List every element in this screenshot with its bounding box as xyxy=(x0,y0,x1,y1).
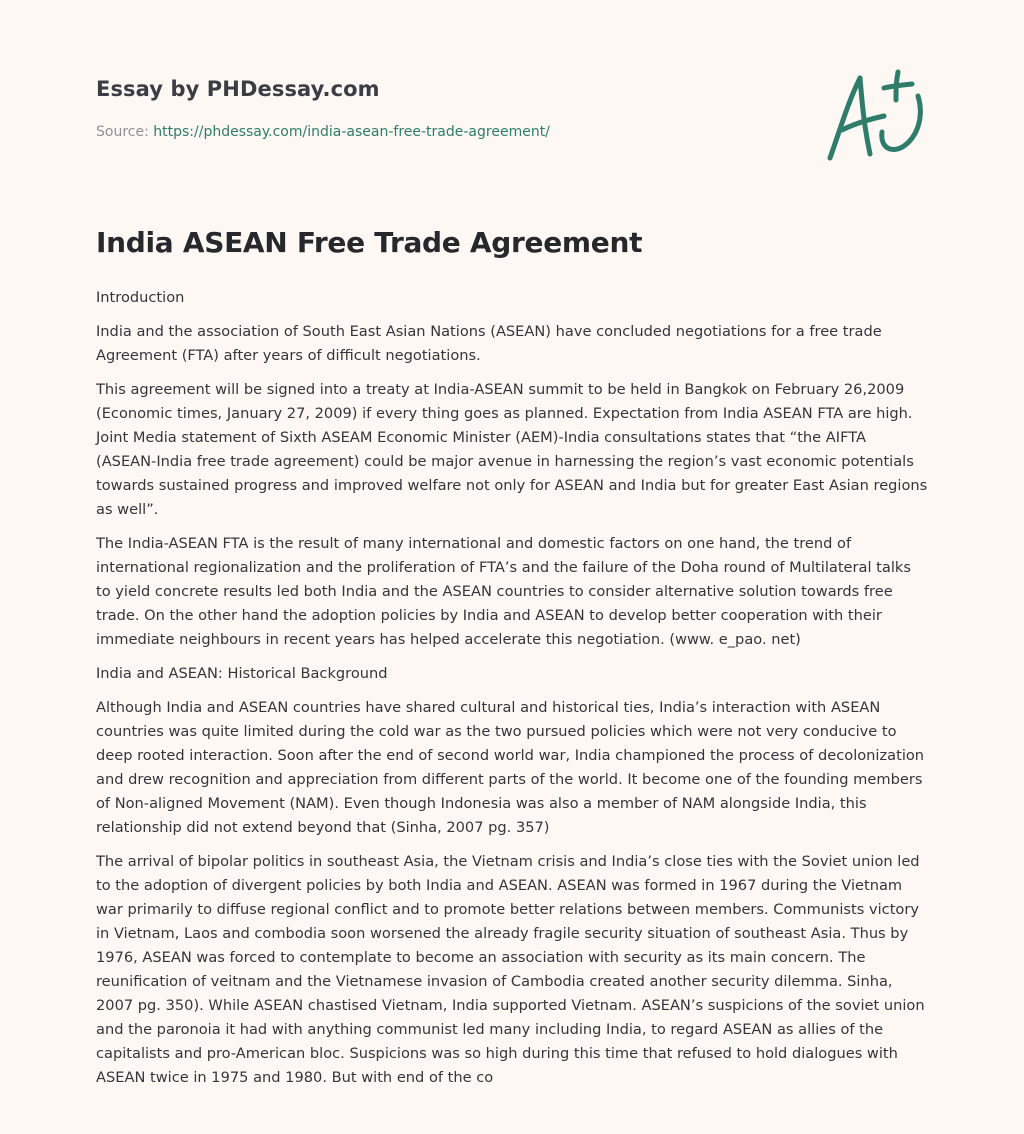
source-line xyxy=(96,124,550,140)
source-label: Source: xyxy=(96,124,149,140)
site-brand: Essay by PHDessay.com xyxy=(96,77,380,101)
section-heading-historical-background: India and ASEAN: Historical Background xyxy=(96,665,388,682)
paragraph: India and the association of South East Asian Nations (ASEAN) have concluded negotiations for a free trade Agreement (FTA) after years of difficult negotiations. xyxy=(96,323,882,364)
paragraph: Although India and ASEAN countries have shared cultural and historical ties, India’s interaction with ASEAN countries was quite limited during the cold war as the two pursued policies which were not very conducive to deep rooted interaction. Soon after the end of second world war, India championed the process of decolonization and drew recognition and appreciation from different parts of the world. It become one of the founding members of Non-aligned Movement (NAM). Even though Indonesia was also a member of NAM alongside India, this relationship did not extend beyond that (Sinha, 2007 pg. 357) xyxy=(96,699,925,836)
paragraph: The India-ASEAN FTA is the result of many international and domestic factors on one hand, the trend of international regionalization and the proliferation of FTA’s and the failure of the Doha round of Multilateral talks to yield concrete results led both India and the ASEAN countries to consider alternative solution towards free trade. On the other hand the adoption policies by India and ASEAN to develop better cooperation with their immediate neighbours in recent years has helped accelerate this negotiation. (www. e_pao. net) xyxy=(96,535,911,648)
section-heading-introduction: Introduction xyxy=(96,289,185,306)
paragraph: This agreement will be signed into a treaty at India-ASEAN summit to be held in Bangkok on February 26,2009 (Economic times, January 27, 2009) if every thing goes as planned. Expectation from India ASEAN FTA are high. Joint Media statement of Sixth ASEAM Economic Minister (AEM)-India consultations states that “the AIFTA (ASEAN-India free trade agreement) could be major avenue in harnessing the region’s vast economic potentials towards sustained progress and improved welfare not only for ASEAN and India but for greater East Asian regions as well”. xyxy=(96,381,928,518)
essay-body xyxy=(96,286,928,1100)
essay-title: India ASEAN Free Trade Agreement xyxy=(96,226,643,259)
a-plus-grade-icon xyxy=(826,66,926,162)
source-link[interactable]: https://phdessay.com/india-asean-free-trade-agreement/ xyxy=(153,124,550,140)
paragraph: The arrival of bipolar politics in southeast Asia, the Vietnam crisis and India’s close ties with the Soviet union led to the adoption of divergent policies by both India and ASEAN. ASEAN was formed in 1967 during the Vietnam war primarily to diffuse regional conflict and to promote better relations between members. Communists victory in Vietnam, Laos and combodia soon worsened the already fragile security situation of southeast Asia. Thus by 1976, ASEAN was forced to contemplate to become an association with security as its main concern. The reunification of veitnam and the Vietnamese invasion of Cambodia created another security dilemma. Sinha, 2007 pg. 350). While ASEAN chastised Vietnam, India supported Vietnam. ASEAN’s suspicions of the soviet union and the paronoia it had with anything communist led many including India, to regard ASEAN as allies of the capitalists and pro-American bloc. Suspicions was so high during this time that refused to hold dialogues with ASEAN twice in 1975 and 1980. But with end of the co xyxy=(96,853,925,1086)
